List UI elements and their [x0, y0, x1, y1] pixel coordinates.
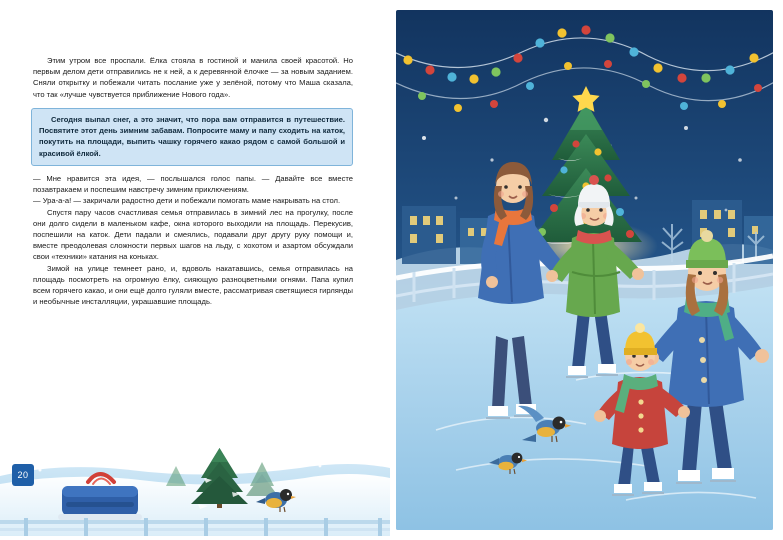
story-text-column: [33, 55, 353, 307]
highlight-quote-box: [31, 108, 353, 166]
paragraph-2: — Мне нравится эта идея, — послышался голос папы. — Давайте все вместе позавтракаем и поспешим навстречу зимним приключениям.: [33, 174, 353, 195]
right-page-illustration: [396, 10, 773, 530]
left-page: [0, 0, 390, 540]
paragraph-1: Этим утром все проспали. Ёлка стояла в гостиной и манила своей красотой. Но первым делом дети отправились не к ней, а к деревянной ёлочке — за новым заданием. Сняли открытку и побежали читать послание уже у зелёной, потому что Маша сказала, что так «лучше чувствуется приближение Нового года».: [33, 56, 353, 99]
paragraph-4: Спустя пару часов счастливая семья отправилась в зимний лес на прогулку, после они долго сидели в маленьком кафе, окна которого выходили на площадь. Перекусив, поспешили на каток. Дети падали и смеялись, подавали друг другу руку помощи и, вместе преодолевая сложности первых шагов на льду, с хохотом и азартом обсуждали свои «техники» катания на коньках.: [33, 207, 353, 262]
snow-fence: [0, 518, 390, 540]
paragraph-3: — Ура-а-а! — закричали радостно дети и побежали помогать маме накрывать на стол.: [33, 196, 341, 206]
left-page-illustration: [0, 410, 390, 540]
page-number-badge: 20: [12, 464, 34, 486]
highlight-quote-text: Сегодня выпал снег, а это значит, что пора вам отправится в путешествие. Посвятите этот день зимним забавам. Попросите маму и папу сходить на каток, покутить на площади, выпить чашку горячего какао рядом с самой большой и красивой ёлкой.: [39, 114, 345, 158]
paragraph-5: Зимой на улице темнеет рано, и, вдоволь накатавшись, семья отправилась на площадь посмотреть на огромную ёлку, сияющую разноцветными огнями. Папа купил всем горячего какао, и они ещё долго гуляли вместе, рассматривая светящиеся гирлянды и необычные инсталляции, украшавшие площадь.: [33, 263, 353, 307]
